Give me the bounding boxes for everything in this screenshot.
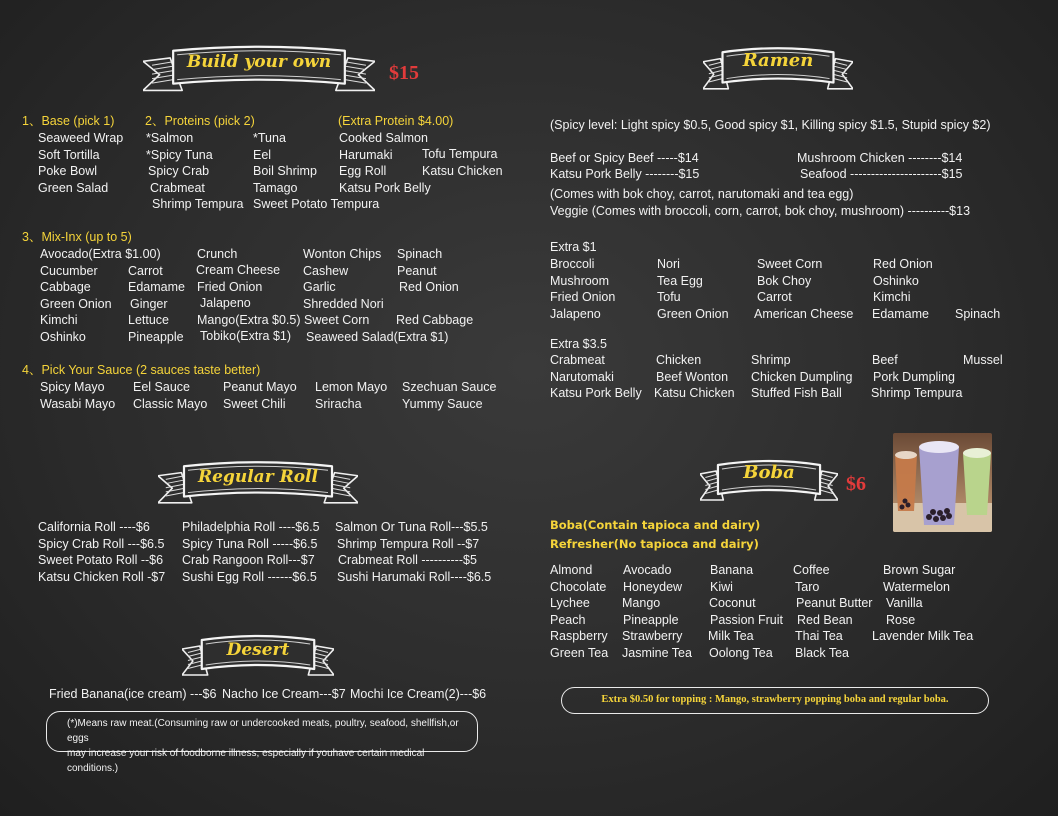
- list-item: Passion Fruit: [710, 612, 783, 627]
- list-item: Sweet Potato Roll --$6: [38, 553, 164, 568]
- ramen-title: Ramen: [742, 50, 814, 71]
- list-item: Katsu Chicken: [422, 163, 503, 178]
- extra-3-5-col-1: [550, 352, 642, 402]
- list-item: Green Onion: [657, 306, 729, 321]
- list-item: Mango(Extra $0.5): [197, 312, 301, 327]
- list-item: Coconut: [709, 596, 756, 611]
- list-item: Crab Rangoon Roll---$7: [182, 553, 315, 568]
- sauce-col-5: [402, 379, 497, 412]
- list-item: Green Onion: [40, 296, 112, 311]
- refresher-line: Refresher(No tapioca and dairy): [550, 537, 759, 551]
- extra-1-col-5: Spinach: [955, 307, 1001, 321]
- list-item: Seaweed Wrap: [38, 131, 124, 145]
- list-item: Szechuan Sauce: [402, 380, 497, 394]
- desert-item: Fried Banana(ice cream) ---$6: [49, 687, 217, 701]
- list-item: Oolong Tea: [709, 645, 773, 660]
- mix-ins-col-3: [196, 262, 301, 345]
- list-item: Tea Egg: [657, 273, 703, 288]
- list-item: Coffee: [793, 563, 830, 577]
- extra-1-col-3: [754, 256, 854, 322]
- list-item: Soft Tortilla: [38, 147, 100, 162]
- list-item: Mango: [622, 596, 661, 611]
- list-item: Garlic: [303, 280, 336, 295]
- build-your-own-price: $15: [389, 62, 419, 84]
- list-item: Strawberry: [622, 629, 683, 644]
- list-item: Harumaki: [339, 147, 393, 162]
- list-item: Shredded Nori: [303, 296, 384, 311]
- raw-meat-notice: [46, 711, 478, 774]
- list-item: Seaweed Salad(Extra $1): [306, 329, 449, 344]
- list-item: Tobiko(Extra $1): [200, 329, 292, 344]
- list-item: Kiwi: [710, 579, 733, 594]
- sauce-heading: 4、Pick Your Sauce (2 sauces taste better): [22, 363, 261, 377]
- boba-col-5: [872, 562, 974, 645]
- list-item: Red Cabbage: [396, 313, 474, 328]
- list-item: Red Onion: [873, 257, 933, 271]
- ramen-seafood: Seafood ----------------------$15: [800, 167, 963, 181]
- list-item: Beef: [872, 353, 898, 367]
- list-item: Honeydew: [623, 579, 683, 594]
- list-item: Cabbage: [40, 280, 91, 295]
- list-item: Spicy Crab: [148, 164, 210, 179]
- list-item: Watermelon: [883, 579, 950, 594]
- list-item: Ginger: [130, 296, 168, 311]
- boba-col-2: [623, 562, 692, 662]
- list-item: Lemon Mayo: [315, 380, 388, 394]
- list-item: Milk Tea: [708, 629, 754, 644]
- list-item: Kimchi: [873, 290, 911, 305]
- list-item: Avocado: [623, 563, 672, 577]
- build-your-own-title: Build your own: [186, 52, 332, 72]
- list-item: Spicy Tuna Roll -----$6.5: [182, 536, 318, 551]
- list-item: Edamame: [128, 280, 185, 295]
- desert-item: Nacho Ice Cream---$7: [222, 687, 346, 701]
- proteins-list-a: [146, 130, 243, 213]
- list-item: Philadelphia Roll ----$6.5: [182, 520, 320, 534]
- list-item: Crunch: [197, 247, 238, 261]
- extra-proteins-list-b: [422, 146, 503, 179]
- list-item: Pineapple: [128, 329, 184, 344]
- mix-ins-heading: 3、Mix-Inx (up to 5): [22, 230, 132, 244]
- list-item: Lavender Milk Tea: [872, 629, 974, 644]
- list-item: Eel Sauce: [133, 380, 190, 394]
- list-item: American Cheese: [754, 306, 854, 321]
- list-item: Tofu Tempura: [422, 147, 498, 161]
- list-item: Sushi Egg Roll ------$6.5: [182, 569, 317, 584]
- list-item: Shrimp Tempura: [152, 197, 244, 212]
- list-item: Banana: [710, 563, 754, 577]
- list-item: Chocolate: [550, 579, 607, 594]
- list-item: Vanilla: [886, 596, 923, 611]
- desert-item: Mochi Ice Cream(2)---$6: [350, 687, 487, 701]
- regular-roll-title: Regular Roll: [198, 467, 318, 487]
- list-item: Narutomaki: [550, 369, 614, 384]
- list-item: Broccoli: [550, 257, 595, 271]
- spicy-level-note: (Spicy level: Light spicy $0.5, Good spicy $1, Killing spicy $1.5, Stupid spicy $2): [550, 118, 991, 132]
- list-item: Red Onion: [399, 280, 459, 295]
- list-item: Tamago: [253, 180, 298, 195]
- extra-protein-heading: (Extra Protein $4.00): [338, 114, 454, 128]
- list-item: Bok Choy: [757, 273, 812, 288]
- extra-3-5-col-2: [656, 352, 735, 402]
- regular-roll-banner: [158, 456, 358, 508]
- list-item: Wonton Chips: [303, 247, 382, 261]
- build-your-own-banner: [143, 40, 375, 96]
- list-item: Lettuce: [128, 313, 170, 328]
- list-item: Jalapeno: [550, 306, 601, 321]
- sauce-col-1: [40, 379, 115, 412]
- list-item: Pork Dumpling: [873, 369, 955, 384]
- list-item: Crabmeat: [150, 180, 205, 195]
- ramen-banner: [703, 42, 853, 94]
- mix-ins-col-5: [397, 246, 473, 329]
- notice-line: may increase your risk of foodborne illness, especially if youhave certain medical conditions.): [67, 748, 425, 774]
- list-item: Peanut: [397, 263, 437, 278]
- boba-drinks-photo: [893, 433, 992, 532]
- notice-line: (*)Means raw meat.(Consuming raw or undercooked meats, poultry, seafood, shellfish,or eggs: [67, 718, 459, 744]
- list-item: Edamame: [872, 306, 929, 321]
- list-item: Tofu: [657, 290, 681, 305]
- list-item: Spinach: [397, 247, 443, 261]
- sauce-col-4: [315, 379, 387, 412]
- list-item: Cashew: [303, 263, 349, 278]
- list-item: Shrimp Tempura: [871, 386, 963, 401]
- list-item: Red Bean: [797, 612, 853, 627]
- list-item: *Salmon: [146, 131, 194, 145]
- list-item: Shrimp: [751, 353, 791, 367]
- boba-col-3: [709, 562, 783, 662]
- boba-line: Boba(Contain tapioca and dairy): [550, 518, 761, 532]
- list-item: Eel: [253, 147, 272, 162]
- list-item: Green Tea: [550, 645, 609, 660]
- list-item: Sweet Corn: [757, 257, 823, 271]
- list-item: Sweet Corn: [304, 313, 370, 328]
- list-item: Black Tea: [795, 645, 849, 660]
- list-item: Cooked Salmon: [339, 131, 428, 145]
- list-item: Peach: [550, 612, 586, 627]
- list-item: Nori: [657, 257, 680, 271]
- extra-1-heading: Extra $1: [550, 240, 597, 254]
- list-item: Carrot: [128, 263, 163, 278]
- extra-proteins-list: [339, 130, 431, 196]
- desert-title: Desert: [226, 640, 290, 660]
- ramen-mushroom-chicken: Mushroom Chicken --------$14: [797, 151, 963, 165]
- list-item: Crabmeat: [550, 353, 605, 367]
- list-item: Poke Bowl: [38, 164, 98, 179]
- boba-description: [550, 516, 760, 554]
- list-item: Taro: [795, 579, 820, 594]
- list-item: Chicken Dumpling: [751, 369, 853, 384]
- list-item: Peanut Mayo: [223, 380, 297, 394]
- list-item: Wasabi Mayo: [40, 396, 116, 411]
- regular-roll-col-3: [335, 519, 491, 585]
- extra-3-5-col-3: [751, 352, 852, 402]
- list-item: Classic Mayo: [133, 396, 208, 411]
- ramen-pork-belly: Katsu Pork Belly --------$15: [550, 167, 700, 181]
- list-item: Oshinko: [40, 329, 86, 344]
- extra-3-5-heading: Extra $3.5: [550, 337, 607, 351]
- list-item: Brown Sugar: [883, 563, 956, 577]
- list-item: Spicy Crab Roll ---$6.5: [38, 536, 165, 551]
- list-item: Sriracha: [315, 396, 362, 411]
- boba-col-4: [795, 562, 872, 662]
- list-item: Katsu Chicken Roll -$7: [38, 569, 166, 584]
- list-item: Boil Shrimp: [253, 164, 317, 179]
- base-list: [38, 130, 123, 196]
- extra-3-5-col-5: Mussel: [963, 353, 1003, 367]
- list-item: Thai Tea: [795, 629, 843, 644]
- sauce-col-3: [223, 379, 297, 412]
- ramen-veggie: Veggie (Comes with broccoli, corn, carrot, bok choy, mushroom) ----------$13: [550, 204, 971, 218]
- list-item: Raspberry: [550, 629, 608, 644]
- list-item: Cream Cheese: [196, 263, 281, 277]
- list-item: Katsu Pork Belly: [339, 180, 431, 195]
- regular-roll-col-1: [38, 519, 165, 585]
- list-item: Crabmeat Roll ----------$5: [338, 553, 477, 568]
- list-item: Yummy Sauce: [402, 396, 483, 411]
- list-item: Stuffed Fish Ball: [751, 386, 842, 401]
- list-item: Jalapeno: [200, 296, 251, 311]
- list-item: Salmon Or Tuna Roll---$5.5: [335, 520, 488, 534]
- ramen-beef: Beef or Spicy Beef -----$14: [550, 151, 699, 165]
- list-item: Rose: [886, 612, 916, 627]
- extra-1-col-1: [550, 256, 615, 322]
- list-item: Green Salad: [38, 180, 109, 195]
- boba-col-1: [550, 562, 608, 662]
- extra-1-col-4: [873, 256, 933, 322]
- list-item: Egg Roll: [339, 164, 387, 179]
- list-item: Avocado(Extra $1.00): [40, 247, 161, 261]
- list-item: Fried Onion: [197, 279, 263, 294]
- boba-title: Boba: [743, 462, 795, 483]
- list-item: *Spicy Tuna: [146, 147, 213, 162]
- list-item: Beef Wonton: [656, 369, 729, 384]
- desert-banner: [182, 630, 334, 680]
- sauce-col-2: [133, 379, 207, 412]
- list-item: Peanut Butter: [796, 596, 873, 611]
- list-item: Cucumber: [40, 263, 98, 278]
- list-item: Sushi Harumaki Roll----$6.5: [337, 569, 492, 584]
- ramen-comes-with: (Comes with bok choy, carrot, narutomaki and tea egg): [550, 187, 854, 201]
- list-item: Jasmine Tea: [622, 645, 692, 660]
- list-item: California Roll ----$6: [38, 520, 150, 534]
- boba-price: $6: [846, 473, 866, 495]
- list-item: Mushroom: [550, 273, 610, 288]
- list-item: Katsu Pork Belly: [550, 386, 642, 401]
- boba-banner: [700, 455, 838, 505]
- extra-3-5-col-4: [872, 352, 962, 402]
- list-item: Spicy Mayo: [40, 380, 105, 394]
- topping-notice: Extra $0.50 for topping : Mango, strawberry popping boba and regular boba.: [561, 687, 989, 714]
- list-item: Chicken: [656, 353, 702, 367]
- list-item: Lychee: [550, 596, 590, 611]
- regular-roll-col-2: [182, 519, 320, 585]
- list-item: Oshinko: [873, 273, 919, 288]
- list-item: Pineapple: [623, 612, 679, 627]
- list-item: Sweet Chili: [223, 396, 286, 411]
- list-item: Katsu Chicken: [654, 386, 735, 401]
- list-item: Shrimp Tempura Roll --$7: [337, 536, 480, 551]
- list-item: Almond: [550, 563, 593, 577]
- list-item: Carrot: [757, 290, 792, 305]
- extra-1-col-2: [657, 256, 729, 322]
- list-item: *Tuna: [253, 131, 286, 145]
- list-item: Fried Onion: [550, 290, 616, 305]
- list-item: Sweet Potato Tempura: [253, 197, 380, 212]
- list-item: Kimchi: [40, 313, 78, 328]
- proteins-heading: 2、Proteins (pick 2): [145, 114, 255, 128]
- base-heading: 1、Base (pick 1): [22, 114, 115, 128]
